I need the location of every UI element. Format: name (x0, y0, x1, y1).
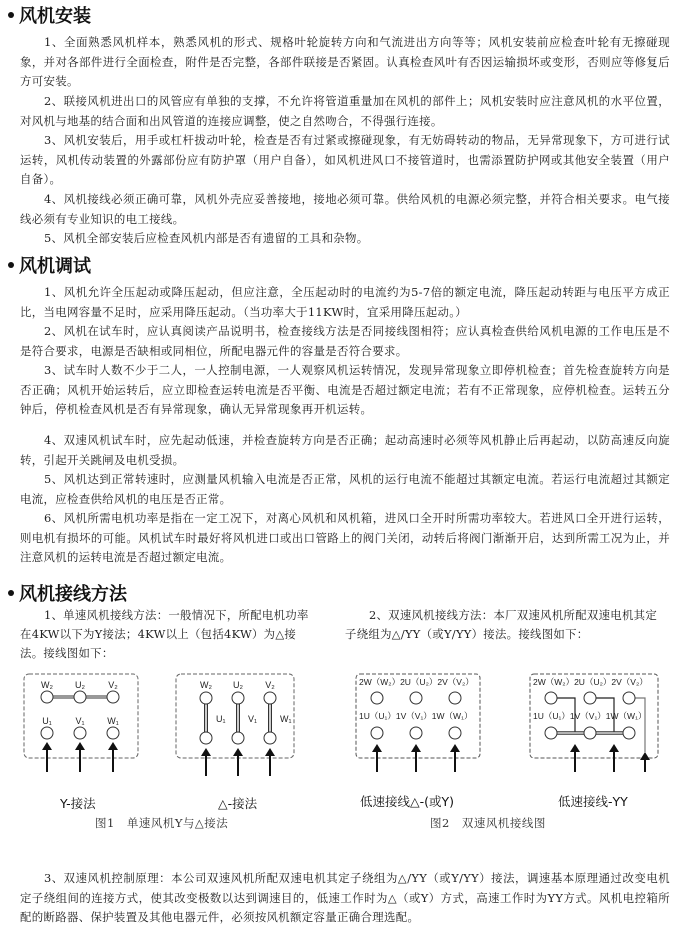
low-speed-delta-diagram (354, 672, 484, 782)
terminal-u2 (74, 691, 86, 703)
svg-text:2W（W₂）2U（U₂）2V（V₂）: 2W（W₂）2U（U₂）2V（V₂） (533, 677, 648, 687)
delta-connection-diagram (174, 672, 299, 782)
installation-para-1: 1、全面熟悉风机样本，熟悉风机的形式、规格叶轮旋转方向和气流进出方向等等；风机安装前应检查叶轮有无擦碰现象，并对各部件进行全面检查，附件是否完整，各部件联接是否紧固。认真检查风叶有否因运输损坏或变形，否则应等修复后方可安装。 (20, 35, 670, 89)
supply-arrow-icon (609, 744, 619, 772)
svg-text:W₂: W₂ (200, 680, 212, 690)
terminal-label-v2: V₂ (108, 680, 118, 690)
commissioning-para-3: 3、试车时人数不少于二人，一人控制电源，一人观察风机运转情况，发现异常现象立即停机检查；首先检查旋转方向是否正确；风机开始运转后，应立即检查运转电流是否平衡、电流是否超过额定电流；若有不正常现象，应停机检查。运转五分钟后，停机检查风机是否有异常现象，确认无异常现象再开机运转。 (20, 363, 670, 417)
commissioning-para-4: 4、双速风机试车时，应先起动低速，并检查旋转方向是否正确；起动高速时必须等风机静止后再起动，以防高速反向旋转，引起开关跳闸及电机受损。 (20, 433, 670, 467)
svg-text:U₁: U₁ (216, 714, 226, 724)
supply-arrow-icon (233, 748, 243, 776)
terminal-label-u1: U₁ (42, 716, 52, 726)
terminal-label-v1: V₁ (75, 716, 85, 726)
terminal-w2 (41, 691, 53, 703)
terminal-label-w2: W₂ (41, 680, 53, 690)
commissioning-para-6: 6、风机所需电机功率是指在一定工况下，对离心风机和风机箱，进风口全开时所需功率较大。若进风口全开进行运转，则电机有损坏的可能。风机试车时最好将风机进口或出口管路上的阀门关闭，动转后将阀门渐渐开启，达到所需工况为止，并注意风机的运转电流是否超过额定电流。 (20, 511, 670, 565)
high-speed-label: 低速接线-YY (558, 794, 628, 809)
delta-connection-label: △-接法 (218, 796, 258, 811)
terminal-v1 (74, 727, 86, 739)
low-speed-label: 低速接线△-(或Y) (360, 794, 455, 809)
svg-text:V₂: V₂ (265, 680, 275, 690)
supply-arrow-icon (640, 752, 650, 772)
y-connection-diagram (22, 672, 142, 782)
high-speed-yy-diagram (528, 672, 663, 782)
installation-para-4: 4、风机接线必须正确可靠，风机外壳应妥善接地，接地必须可靠。供给风机的电源必须完整，并符合相关要求。电气接线必须有专业知识的电工接线。 (20, 192, 670, 226)
supply-arrow-icon (265, 748, 275, 776)
installation-para-5: 5、风机全部安装后应检查风机内部是否有遗留的工具和杂物。 (43, 231, 369, 245)
svg-text:1U（U₁）1V（V₁）1W（W₁）: 1U（U₁）1V（V₁）1W（W₁） (359, 711, 473, 721)
supply-arrow-icon (108, 742, 118, 772)
installation-para-2: 2、联接风机进出口的风管应有单独的支撑，不允许将管道重量加在风机的部件上；风机安装时应注意风机的水平位置，对风机与地基的结合面和出风管道的连接应调整，使之自然吻合，不得强行连接。 (20, 94, 670, 128)
dual-speed-wiring-text: 2、双速风机接线方法：本厂双速风机所配双速电机其定子绕组为△/YY（或Y/YY）接法。接线图如下： (345, 608, 658, 641)
bullet-icon (8, 590, 14, 596)
figure-1-caption: 图1 单速风机Y与△接法 (95, 816, 229, 830)
terminal-w1 (107, 727, 119, 739)
section-title-installation: 风机安装 (8, 6, 91, 28)
bullet-icon (8, 12, 14, 18)
bullet-icon (8, 262, 14, 268)
commissioning-para-5: 5、风机达到正常转速时，应测量风机输入电流是否正常，风机的运行电流不能超过其额定电流。若运行电流超过其额定电流，应检查供给风机的电压是否正常。 (20, 472, 670, 506)
svg-text:1U（U₁）1V（V₁）1W（W₁）: 1U（U₁）1V（V₁）1W（W₁） (533, 711, 647, 721)
supply-arrow-icon (201, 748, 211, 776)
terminal-label-u2: U₂ (75, 680, 85, 690)
single-speed-wiring-text: 1、单速风机接线方法：一般情况下，所配电机功率在4KW以下为Y接法；4KW以上（包括4KW）为△接法。接线图如下： (20, 608, 309, 660)
installation-para-3: 3、风机安装后，用手或杠杆拔动叶轮，检查是否有过紧或擦碰现象，有无妨碍转动的物品，无异常现象下，方可进行试运转，风机传动装置的外露部份应有防护罩（用户自备），如风机进风口不接管道时，也需添置防护网或其他安全装置（用户自备）。 (20, 133, 670, 187)
terminal-label-w1: W₁ (107, 716, 119, 726)
dual-speed-control-principle: 3、双速风机控制原理：本公司双速风机所配双速电机其定子绕组为△/YY（或Y/YY）接法，调速基本原理通过改变电机定子绕组间的连接方式，使其改变极数以达到调速目的，低速工作时为△（或Y）方式，高速工作时为YY方式。风机电控箱所配的断路器、保护装置及其他电器元件，必须按风机额定容量正确合理选配。 (20, 871, 670, 925)
section-title-commissioning: 风机调试 (8, 256, 91, 278)
svg-text:U₂: U₂ (233, 680, 243, 690)
terminal-v2 (107, 691, 119, 703)
commissioning-para-2: 2、风机在试车时，应认真阅读产品说明书，检查接线方法是否同接线图相符；应认真检查供给风机电源的工作电压是不是符合要求，电源是否缺相或同相位，所配电器元件的容量是否符合要求。 (20, 324, 670, 358)
figure-2-caption: 图2 双速风机接线图 (430, 816, 546, 830)
supply-arrow-icon (42, 742, 52, 772)
section-title-wiring: 风机接线方法 (8, 584, 127, 606)
svg-text:2W（W₂）2U（U₂）2V（V₂）: 2W（W₂）2U（U₂）2V（V₂） (359, 677, 474, 687)
supply-arrow-icon (75, 742, 85, 772)
svg-text:W₁: W₁ (280, 714, 292, 724)
terminal-u1 (41, 727, 53, 739)
y-connection-label: Y-接法 (60, 796, 96, 811)
svg-text:V₁: V₁ (248, 714, 258, 724)
commissioning-para-1: 1、风机允许全压起动或降压起动，但应注意，全压起动时的电流约为5-7倍的额定电流，降压起动转距与电压平方成正比，当电网容量不足时，应采用降压起动。（当功率大于11KW时，宜采用降压起动。） (20, 285, 670, 319)
